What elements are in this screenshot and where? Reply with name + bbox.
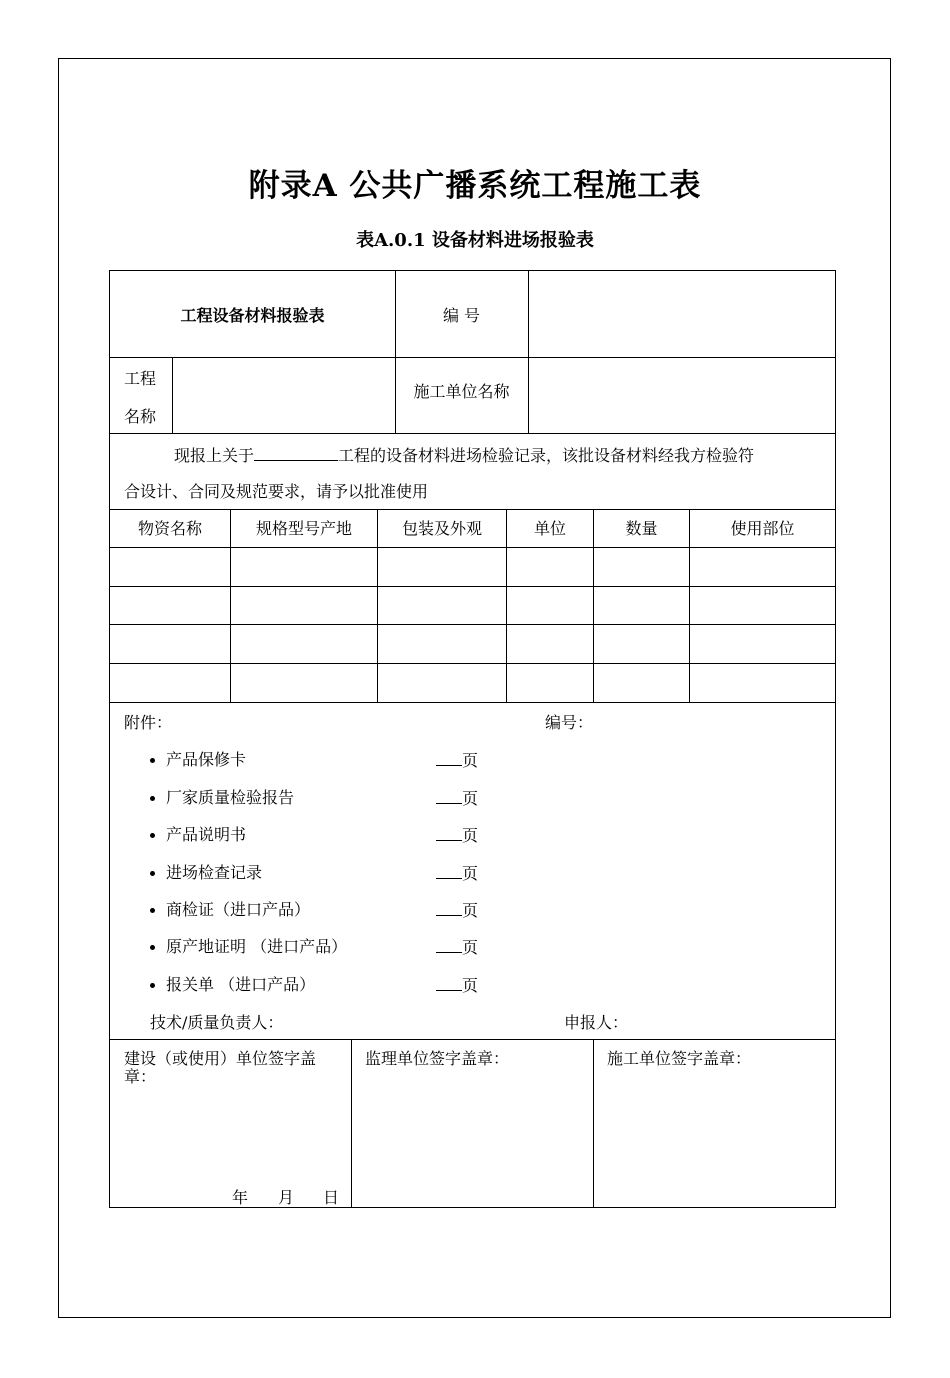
project-label-line2: 名称 [124,407,157,426]
date-day-label: 日 [323,1188,340,1207]
form-divider [395,271,396,433]
bullet-icon [150,833,155,838]
attachment-item: 原产地证明 （进口产品） [166,937,348,956]
supervisor-signature-area[interactable] [352,1071,592,1205]
column-header: 规格型号产地 [255,519,352,538]
attachment-item: 产品说明书 [166,825,247,844]
column-header: 物资名称 [137,519,202,538]
owner-signature-label-line1: 建设（或使用）单位签字盖 [124,1049,317,1068]
attachment-item: 厂家质量检验报告 [166,788,295,807]
contractor-name-label: 施工单位名称 [413,382,510,401]
table-row[interactable] [110,587,835,624]
form-divider [110,509,835,510]
number-label: 编 号 [442,306,481,325]
supervisor-signature-label: 监理单位签字盖章： [365,1049,510,1068]
page-count-field[interactable] [436,750,462,766]
attachment-item: 报关单 （进口产品） [166,975,316,994]
bullet-icon [150,871,155,876]
inspection-form [109,270,836,1208]
page-title: 附录A 公共广播系统工程施工表 [248,168,702,204]
column-header: 使用部位 [730,519,795,538]
bullet-icon [150,908,155,913]
column-header: 包装及外观 [401,519,482,538]
date-month-label: 月 [278,1188,295,1207]
bullet-icon [150,796,155,801]
form-divider [110,1039,835,1040]
statement-prefix: 现报上关于 [174,446,255,465]
page-count-field[interactable] [436,937,462,953]
page-count: 页 [436,788,478,809]
page-count: 页 [436,937,478,958]
attachment-item: 商检证（进口产品） [166,900,311,919]
attachments-number-label: 编号： [545,713,594,732]
contractor-signature-area[interactable] [594,1071,834,1205]
project-label-line1: 工程 [124,369,157,388]
contractor-signature-label: 施工单位签字盖章： [607,1049,752,1068]
page-count-field[interactable] [436,825,462,841]
column-header: 数量 [625,519,658,538]
project-name-field[interactable] [173,358,394,432]
project-blank-field[interactable] [254,445,338,461]
page-count: 页 [436,863,478,884]
number-value-field[interactable] [529,272,834,356]
page-count: 页 [436,825,478,846]
attachment-item: 产品保修卡 [166,750,247,769]
owner-signature-label-line2: 章： [124,1067,157,1086]
contractor-name-field[interactable] [529,358,834,432]
page-count-field[interactable] [436,863,462,879]
table-subtitle: 表A.0.1 设备材料进场报验表 [356,230,594,251]
page-count-field[interactable] [436,788,462,804]
page-count-field[interactable] [436,975,462,991]
attachments-label: 附件： [124,713,173,732]
form-name: 工程设备材料报验表 [180,306,325,325]
bullet-icon [150,983,155,988]
attachment-item: 进场检查记录 [166,863,263,882]
statement-line2: 合设计、合同及规范要求，请予以批准使用 [124,482,429,501]
page-count: 页 [436,975,478,996]
date-year-label: 年 [232,1188,249,1207]
page-count: 页 [436,900,478,921]
table-row[interactable] [110,664,835,702]
form-divider [110,702,835,703]
table-row[interactable] [110,625,835,663]
owner-signature-area[interactable] [110,1089,350,1179]
form-divider [110,433,835,434]
statement-line1-suffix: 工程的设备材料进场检验记录，该批设备材料经我方检验符 [338,446,755,465]
statement-line1 [174,445,754,466]
page-count-field[interactable] [436,900,462,916]
table-row[interactable] [110,548,835,586]
bullet-icon [150,945,155,950]
tech-quality-manager-label: 技术/质量负责人： [150,1013,284,1032]
bullet-icon [150,758,155,763]
column-header: 单位 [533,519,566,538]
page-count: 页 [436,750,478,771]
applicant-label: 申报人： [564,1013,629,1032]
